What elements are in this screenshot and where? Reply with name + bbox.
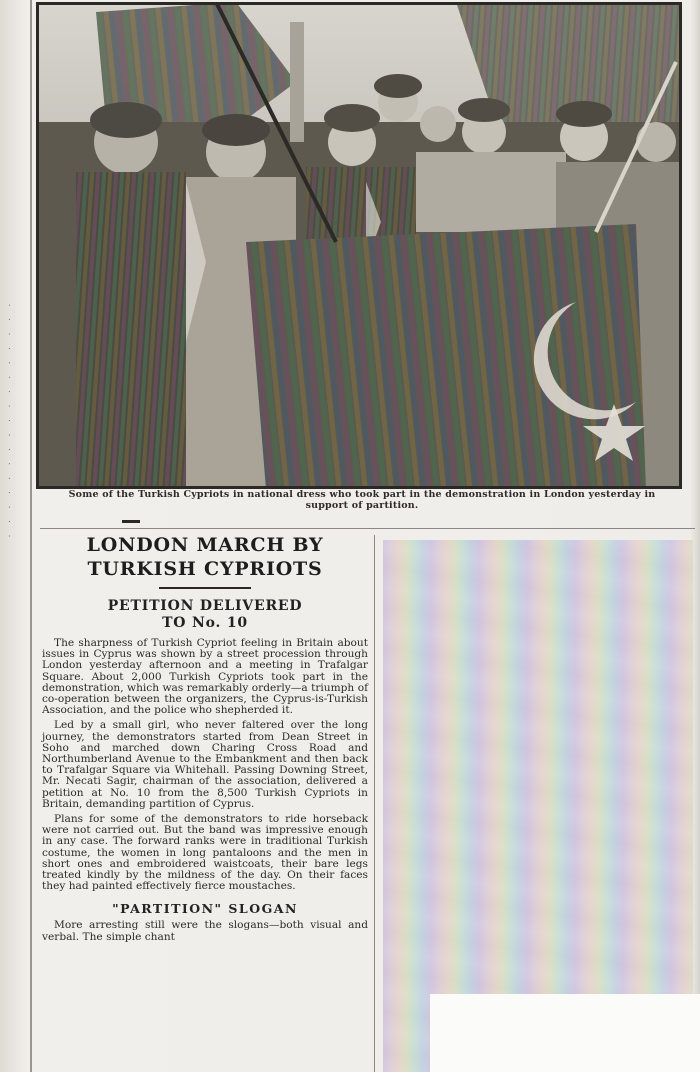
column-rule	[374, 535, 375, 1072]
subhead-line-1: PETITION DELIVERED	[107, 598, 303, 614]
article-paragraph-3: Plans for some of the demonstrators to ride horseback were not carried out. But the band was impressive enough in any case. The forward ranks were in traditional Turkish costume, the women in long pantaloons and the men in short ones and embroidered waistcoats, their bare legs treated kindly by the mildness of the day. On their faces they had painted effectively fierce moustaches.	[42, 813, 368, 893]
margin-text: · · · · · · · · · · · · · · · · ·	[6, 300, 14, 539]
subheadline	[42, 598, 368, 632]
caption-dash	[122, 520, 140, 523]
section-heading-slogan: "PARTITION" SLOGAN	[112, 901, 298, 917]
photo-caption: Some of the Turkish Cypriots in national dress who took part in the demonstration in London yesterday in support of partition.	[68, 489, 656, 511]
article	[42, 533, 368, 943]
page-margin	[0, 0, 32, 1072]
photo-illustration	[36, 2, 682, 489]
headline-rule	[159, 587, 251, 589]
headline-line-1: LONDON MARCH BY	[86, 534, 324, 556]
demonstration-photo	[36, 2, 682, 489]
article-paragraph-4: More arresting still were the slogans—both visual and verbal. The simple chant	[42, 919, 368, 943]
headline	[42, 533, 368, 581]
adjacent-moire-panel	[383, 540, 693, 1072]
blank-paper-corner	[430, 994, 700, 1072]
article-paragraph-2: Led by a small girl, who never faltered over the long journey, the demonstrators started from Dean Street in Soho and marched down Charing Cross Road and Northumberland Avenue to the Embankment and then back to Trafalgar Square via Whitehall. Passing Downing Street, Mr. Necati Sagir, chairman of the association, delivered a petition at No. 10 from the 8,500 Turkish Cypriots in Britain, demanding partition of Cyprus.	[42, 719, 368, 810]
article-paragraph-1: The sharpness of Turkish Cypriot feeling in Britain about issues in Cyprus was shown by a street procession through London yesterday afternoon and a meeting in Trafalgar Square. About 2,000 Turkish Cypriots took part in the demonstration, which was remarkably orderly—a triumph of co-operation between the organizers, the Cyprus-is-Turkish Association, and the police who shepherded it.	[42, 637, 368, 717]
section-divider	[40, 528, 695, 529]
subhead-line-2: TO No. 10	[162, 615, 248, 631]
headline-line-2: TURKISH CYPRIOTS	[87, 558, 323, 580]
